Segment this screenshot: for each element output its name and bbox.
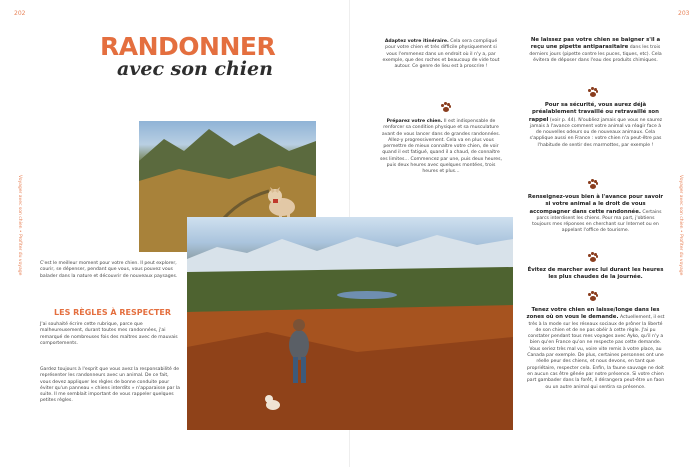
- page-number-right: 203: [678, 10, 690, 17]
- rule-3-text: dans les trois derniers jours (pipette contre les puces, tiques, etc). Cela évitera de déposer dans l'eau des produits chimiques.: [529, 45, 662, 63]
- paw-icon: [441, 102, 451, 112]
- page-number-left: 202: [14, 10, 26, 17]
- rule-5: [527, 194, 664, 235]
- side-label-left: Voyager avec son chien • Profiter du voyage: [17, 175, 22, 276]
- intro-text: C'est le meilleur moment pour votre chien. Il peut explorer, courir, se dépenser, pendant que vous, vous pouvez vous balader dans la nature et découvrir de nouveaux paysages.: [40, 261, 178, 279]
- rule-5-text: Certains parcs interdisent les chiens. Pour ma part, j'obtiens toujours mes réponses en cherchant sur Internet ou en appelant l'office de tourisme.: [532, 209, 662, 234]
- rule-1-title: Adaptez votre itinéraire.: [384, 39, 449, 44]
- section-heading: LES RÈGLES À RESPECTER: [54, 308, 172, 317]
- photo-hiker-autumn: [187, 217, 513, 430]
- paw-icon: [588, 87, 598, 97]
- rule-5-title: Renseignez-vous bien à l'avance pour savoir si votre animal a le droit de vous accompagner dans cette randonnée.: [527, 194, 664, 215]
- rule-2-text: Il est indispensable de renforcer sa condition physique et sa musculature avant de vous lancer dans de grandes randonnées. Allez-y progressivement. Cela va en plus vous permettre de mieux connaître votre chien, de voir quand il est fatigué, quand il a chaud, de connaître ses limites… Commencez par une, puis deux heures, puis deux heures avec quelques montées, trois heures et plus…: [380, 119, 502, 175]
- rule-2: [380, 119, 502, 176]
- paragraph-2: Gardez toujours à l'esprit que vous avez la responsabilité de représenter les randonneurs avec un animal. De ce fait, vous devez appliquer les règles de bonne conduite pour éviter qu'un panneau « chiens interdits » n'apparaisse par la suite. Il me semblait important de vous rappeler quelques petites règles.: [40, 367, 180, 404]
- paragraph-1: J'ai souhaité écrire cette rubrique, parce que malheureusement, durant toutes mes randonnées, j'ai remarqué de nombreuses fois des maîtres avec de mauvais comportements.: [40, 322, 178, 346]
- paw-icon: [588, 291, 598, 301]
- side-label-right: Voyager avec son chien • Profiter du voyage: [678, 175, 683, 276]
- paw-icon: [588, 252, 598, 262]
- rule-6-title: Évitez de marcher avec lui durant les heures les plus chaudes de la journée.: [527, 267, 664, 281]
- rule-3-title: Ne laissez pas votre chien se baigner s'il a reçu une pipette antiparasitaire: [530, 37, 661, 51]
- paw-icon: [588, 179, 598, 189]
- rule-4-title: Pour sa sécurité, vous aurez déjà préalablement travaillé ou retravaillé son rappel: [528, 102, 659, 123]
- rule-3: [527, 37, 664, 64]
- rule-1: [380, 39, 502, 70]
- rule-4-text: (voir p. 44). N'oubliez jamais que vous ne saurez jamais à l'avance comment votre animal va réagir face à de nouvelles odeurs ou de nouveaux animaux. Cela s'applique aussi en France : votre chien n'a peut-être pas l'habitude de sentir des marmottes, par exemple !: [529, 117, 663, 148]
- rule-6: [527, 267, 664, 282]
- rule-7: [525, 307, 666, 391]
- page-title: RANDONNER: [100, 32, 276, 61]
- rule-1-text: Cela sera compliqué pour votre chien et très difficile physiquement si vous l'emmenez dans un endroit où il n'y a, par exemple, que des roches et beaucoup de vide tout autour. Ce genre de lieu est à proscrire !: [382, 39, 500, 70]
- rule-7-title: Tenez votre chien en laisse/longe dans les zones où on vous le demande.: [526, 307, 660, 321]
- rule-4: [527, 102, 664, 149]
- rule-7-text: Actuellement, il est très à la mode sur les réseaux sociaux de prôner la liberté de son chien et de ne pas obéir à cette règle. J'ai pu constater pendant tous mes voyages avec Ayko, qu'il n'y a bien qu'en France qu'on ne respecte pas cette demande. Vous seriez très mal vu, voire vite remis à votre place, au Canada par exemple. De plus, certaines personnes ont une réelle peur des chiens, et nous devons, en tant que propriétaire, respecter cela. Enfin, la faune sauvage ne doit en aucun cas être gênée par notre présence. Si votre chien part gambader dans la forêt, il dérangera peut-être un faon ou un autre animal qui sentira sa présence.: [526, 315, 665, 390]
- page-subtitle: avec son chien: [117, 58, 273, 80]
- rule-2-title: Préparez votre chien.: [386, 119, 443, 124]
